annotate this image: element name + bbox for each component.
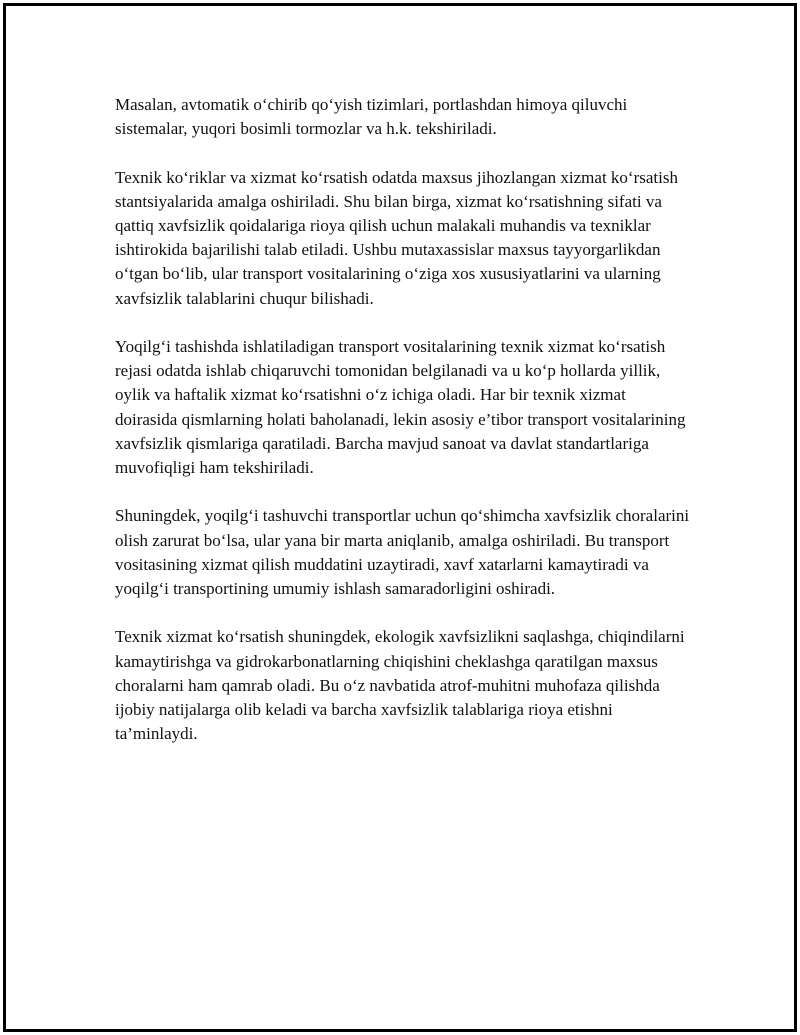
paragraph-5: Texnik xizmat ko‘rsatish shuningdek, ekologik xavfsizlikni saqlashga, chiqindilarni kamaytirishga va gidrokarbonatlarning chiqishini cheklashga qaratilgan maxsus choralarni ham qamrab oladi. Bu o‘z navbatida atrof-muhitni muhofaza qilishda ijobiy natijalarga olib keladi va barcha xavfsizlik talablariga rioya etishni ta’minlaydi.: [115, 627, 685, 744]
document-body: [115, 93, 690, 771]
paragraph-2: Texnik ko‘riklar va xizmat ko‘rsatish odatda maxsus jihozlangan xizmat ko‘rsatish stantsiyalarida amalga oshiriladi. Shu bilan birga, xizmat ko‘rsatishning sifati va qattiq xavfsizlik qoidalariga rioya qilish uchun malakali muhandis va texniklar ishtirokida bajarilishi talab etiladi. Ushbu mutaxassislar maxsus tayyorgarlikdan o‘tgan bo‘lib, ular transport vositalarining o‘ziga xos xususiyatlarini va ularning xavfsizlik talablarini chuqur bilishadi.: [115, 167, 678, 308]
paragraph-1: Masalan, avtomatik o‘chirib qo‘yish tizimlari, portlashdan himoya qiluvchi sistemalar, yuqori bosimli tormozlar va h.k. tekshiriladi.: [115, 95, 628, 139]
paragraph-3: Yoqilg‘i tashishda ishlatiladigan transport vositalarining texnik xizmat ko‘rsatish rejasi odatda ishlab chiqaruvchi tomonidan belgilanadi va u ko‘p hollarda yillik, oylik va haftalik xizmat ko‘rsatishni o‘z ichiga oladi. Har bir texnik xizmat doirasida qismlarning holati baholanadi, lekin asosiy e’tibor transport vositalarining xavfsizlik qismlariga qaratiladi. Barcha mavjud sanoat va davlat standartlariga muvofiqligi ham tekshiriladi.: [115, 337, 686, 478]
paragraph-4: Shuningdek, yoqilg‘i tashuvchi transportlar uchun qo‘shimcha xavfsizlik choralarini olish zarurat bo‘lsa, ular yana bir marta aniqlanib, amalga oshiriladi. Bu transport vositasining xizmat qilish muddatini uzaytiradi, xavf xatarlarni kamaytiradi va yoqilg‘i transportining umumiy ishlash samaradorligini oshiradi.: [115, 506, 690, 599]
